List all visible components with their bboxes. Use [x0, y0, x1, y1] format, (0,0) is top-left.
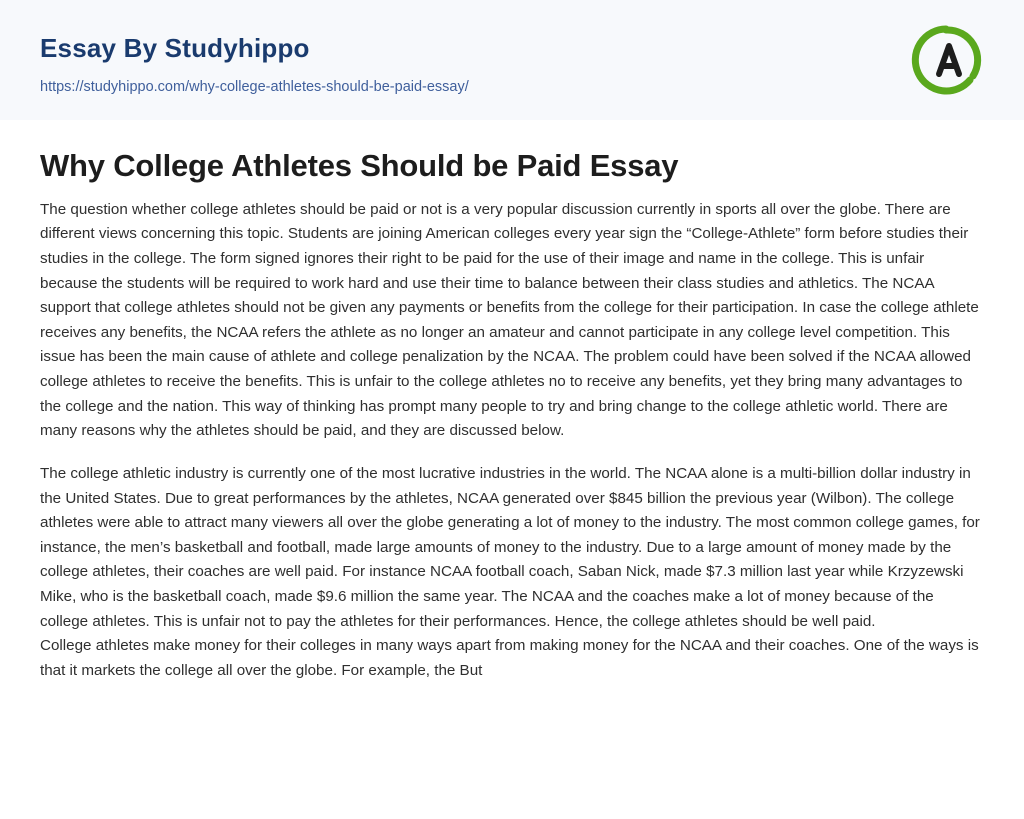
- source-url[interactable]: https://studyhippo.com/why-college-athletes-should-be-paid-essay/: [40, 78, 469, 95]
- letter-a-circle-logo-icon: [910, 24, 982, 96]
- site-brand-title: Essay By Studyhippo: [40, 33, 310, 63]
- essay-paragraph-1: The question whether college athletes should be paid or not is a very popular discussion currently in sports all over the globe. There are different views concerning this topic. Students are joining American colleges every year sign the “College-Athlete” form before studies their studies in the college. The form signed ignores their right to be paid for the use of their image and name in the college. This is unfair because the students will be required to work hard and use their time to balance between their class studies and athletics. The NCAA support that college athletes should not be given any payments or benefits from the college for their participation. In case the college athlete receives any benefits, the NCAA refers the athlete as no longer an amateur and cannot participate in any college level competition. This issue has been the main cause of athlete and college penalization by the NCAA. The problem could have been solved if the NCAA allowed college athletes to receive the benefits. This is unfair to the college athletes no to receive any benefits, yet they bring many advantages to the college and the nation. This way of thinking has prompt many people to try and bring change to the college athletic world. There are many reasons why the athletes should be paid, and they are discussed below.: [40, 200, 979, 440]
- page-title: Why College Athletes Should be Paid Essay: [40, 148, 679, 183]
- essay-paragraph-3: College athletes make money for their colleges in many ways apart from making money for the NCAA and their coaches. One of the ways is that it markets the college all over the globe. For example, the But: [40, 637, 979, 679]
- essay-paragraph-2: The college athletic industry is currently one of the most lucrative industries in the world. The NCAA alone is a multi-billion dollar industry in the United States. Due to great performances by the athletes, NCAA generated over $845 billion the previous year (Wilbon). The college athletes were able to attract many viewers all over the globe generating a lot of money to the industry. The most common college games, for instance, the men’s basketball and football, made large amounts of money to the industry. Due to a large amount of money made by the college athletes, their coaches are well paid. For instance NCAA football coach, Saban Nick, made $7.3 million last year while Krzyzewski Mike, who is the basketball coach, made $9.6 million the same year. The NCAA and the coaches make a lot of money because of the college athletes. This is unfair not to pay the athletes for their performances. Hence, the college athletes should be well paid.: [40, 464, 980, 630]
- page-header: [0, 0, 1024, 120]
- essay-content: [0, 120, 1024, 684]
